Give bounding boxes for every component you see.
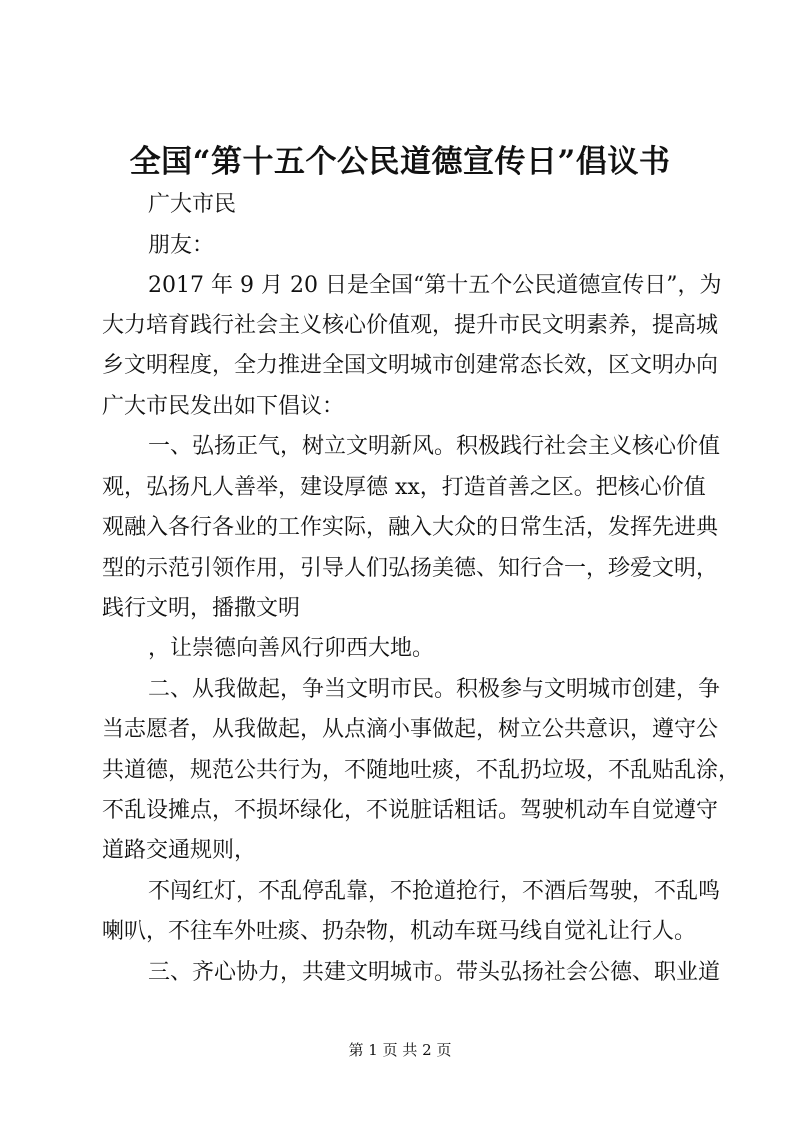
body-line: 道路交通规则， bbox=[102, 838, 257, 863]
salutation-line-2: 朋友： bbox=[148, 233, 215, 258]
body-line: 一、弘扬正气，树立文明新风。积极践行社会主义核心价值 bbox=[148, 434, 721, 459]
body-line: 不闯红灯，不乱停乱靠，不抢道抢行，不酒后驾驶，不乱鸣 bbox=[148, 879, 721, 904]
body-line: 观融入各行各业的工作实际，融入大众的日常生活，发挥先进典 bbox=[102, 515, 719, 540]
body-line: 二、从我做起，争当文明市民。积极参与文明城市创建，争 bbox=[148, 677, 721, 702]
body-line: 广大市民发出如下倡议： bbox=[102, 394, 345, 419]
body-line: 共道德，规范公共行为，不随地吐痰，不乱扔垃圾，不乱贴乱涂， bbox=[102, 758, 741, 783]
document-title: 全国“第十五个公民道德宣传日”倡议书 bbox=[129, 144, 671, 180]
body-line: 大力培育践行社会主义核心价值观，提升市民文明素养，提高城 bbox=[102, 313, 719, 338]
body-line: 喇叭，不往车外吐痰、扔杂物，机动车斑马线自觉礼让行人。 bbox=[102, 919, 697, 944]
body-line: 不乱设摊点，不损坏绿化，不说脏话粗话。驾驶机动车自觉遵守 bbox=[102, 798, 719, 823]
body-line: 型的示范引领作用，引导人们弘扬美德、知行合一，珍爱文明， bbox=[102, 556, 719, 581]
body-line: 2017 年 9 月 20 日是全国“第十五个公民道德宣传日”，为 bbox=[148, 273, 722, 298]
body-line: 三、齐心协力，共建文明城市。带头弘扬社会公德、职业道 bbox=[148, 960, 721, 985]
salutation-line-1: 广大市民 bbox=[148, 192, 237, 217]
body-line: 践行文明，播撒文明 bbox=[102, 596, 301, 621]
body-line: 乡文明程度，全力推进全国文明城市创建常态长效，区文明办向 bbox=[102, 353, 719, 378]
body-line: 观，弘扬凡人善举，建设厚德 xx，打造首善之区。把核心价值 bbox=[102, 475, 706, 500]
page-footer: 第 1 页 共 2 页 bbox=[348, 1041, 452, 1059]
body-line: 当志愿者，从我做起，从点滴小事做起，树立公共意识，遵守公 bbox=[102, 717, 719, 742]
body-line: ，让崇德向善风行卯西大地。 bbox=[148, 636, 435, 661]
